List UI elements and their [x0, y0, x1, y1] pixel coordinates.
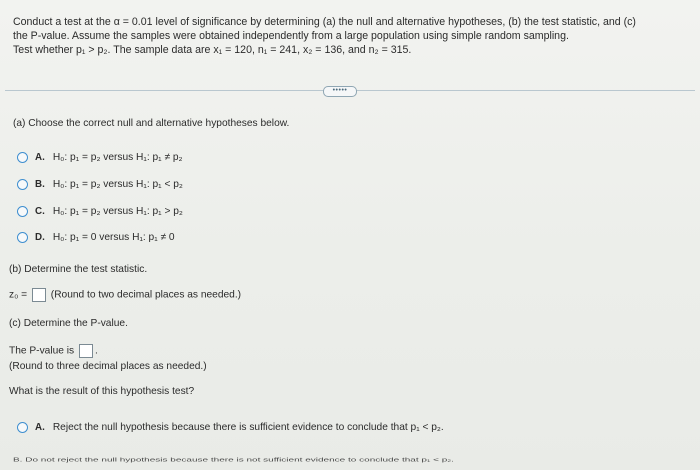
- result-option-b-partial[interactable]: B. Do not reject the null hypothesis because there is not sufficient evidence to conclude that p₁ < p₂.: [13, 457, 454, 464]
- radio-button[interactable]: [17, 206, 28, 217]
- option-letter: A.: [35, 151, 45, 163]
- result-option-a[interactable]: [17, 420, 444, 434]
- option-letter: C.: [35, 205, 45, 217]
- part-a-prompt: (a) Choose the correct null and alternative hypotheses below.: [13, 118, 290, 129]
- radio-button[interactable]: [17, 179, 28, 190]
- radio-button[interactable]: [17, 422, 28, 433]
- option-letter: D.: [35, 231, 45, 243]
- option-a[interactable]: [17, 150, 183, 164]
- pvalue-row: [9, 344, 98, 358]
- radio-button[interactable]: [17, 152, 28, 163]
- option-text: H₀: p₁ = p₂ versus H₁: p₁ > p₂: [52, 205, 183, 217]
- result-question: What is the result of this hypothesis test?: [9, 386, 195, 397]
- pvalue-label: The P-value is: [9, 345, 75, 357]
- question-text: [13, 15, 693, 57]
- option-letter: B.: [35, 178, 45, 190]
- part-c-prompt: (c) Determine the P-value.: [9, 318, 128, 329]
- option-b[interactable]: [17, 177, 183, 191]
- section-divider: [5, 86, 695, 94]
- test-statistic-input[interactable]: [32, 288, 46, 302]
- z-rounding-hint: (Round to two decimal places as needed.): [50, 289, 242, 301]
- z-label: z₀ =: [9, 289, 28, 301]
- option-text: H₀: p₁ = p₂ versus H₁: p₁ < p₂: [52, 178, 183, 190]
- test-statistic-row: [9, 288, 241, 302]
- option-d[interactable]: [17, 230, 175, 244]
- option-c[interactable]: [17, 204, 183, 218]
- expand-more-button[interactable]: •••••: [323, 86, 357, 97]
- option-text: H₀: p₁ = 0 versus H₁: p₁ ≠ 0: [52, 231, 175, 243]
- question-line-1: Conduct a test at the α = 0.01 level of significance by determining (a) the null and alternative hypotheses, (b) the test statistic, and (c): [13, 16, 636, 28]
- question-line-3: Test whether p₁ > p₂. The sample data are x₁ = 120, n₁ = 241, x₂ = 136, and n₂ = 315.: [13, 44, 412, 56]
- pvalue-period: .: [94, 345, 98, 357]
- radio-button[interactable]: [17, 232, 28, 243]
- part-b-prompt: (b) Determine the test statistic.: [9, 264, 148, 275]
- pvalue-rounding-hint: (Round to three decimal places as needed.): [9, 361, 207, 372]
- option-text: H₀: p₁ = p₂ versus H₁: p₁ ≠ p₂: [52, 151, 183, 163]
- pvalue-input[interactable]: [79, 344, 93, 358]
- option-letter: A.: [35, 421, 45, 433]
- option-text: Reject the null hypothesis because there is sufficient evidence to conclude that p₁ < p₂.: [52, 421, 444, 433]
- question-line-2: the P-value. Assume the samples were obtained independently from a large population using simple random sampling.: [13, 30, 569, 42]
